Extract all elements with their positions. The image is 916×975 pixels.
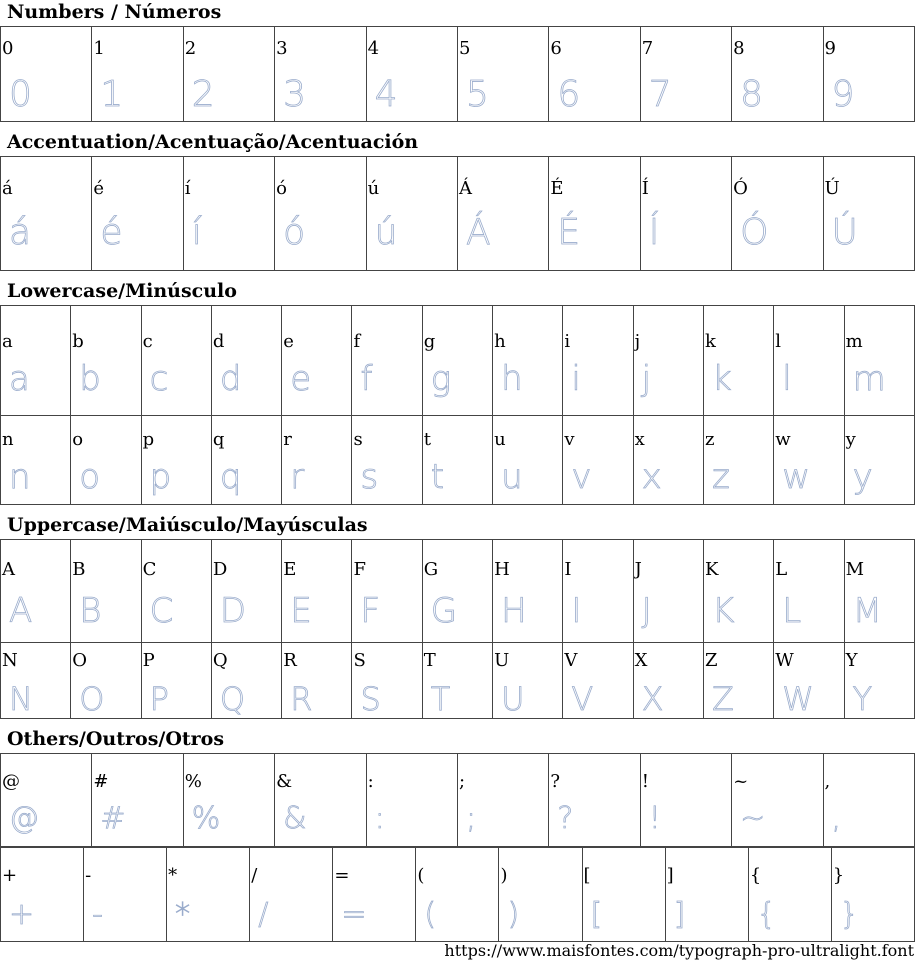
glyph-cell [457, 157, 548, 271]
glyph-sample: z [711, 457, 730, 497]
glyph-sample: T [430, 680, 451, 718]
glyph-sample: R [290, 680, 313, 718]
glyph-cell [282, 416, 352, 505]
glyph-sample: Q [219, 680, 246, 718]
glyph-cell [732, 754, 823, 847]
glyph-cell [275, 157, 366, 271]
glyph-sample: S [360, 680, 381, 718]
glyph-label: p [142, 429, 155, 450]
glyph-cell [183, 27, 274, 122]
glyph-cell [665, 848, 748, 942]
glyph-sample: } [839, 897, 859, 932]
glyph-sample: L [782, 591, 802, 631]
glyph-sample: ú [374, 212, 398, 253]
glyph-cell [823, 754, 914, 847]
glyph-sample: C [149, 591, 174, 631]
glyph-label: G [423, 559, 439, 580]
glyph-label: w [775, 429, 791, 450]
glyph-sample: H [501, 591, 527, 631]
glyph-cell [844, 540, 914, 643]
glyph-label: D [212, 559, 228, 580]
glyph-sample: * [175, 897, 191, 932]
glyph-label: Z [704, 650, 718, 671]
glyph-sample: X [641, 680, 664, 718]
glyph-sample: v [571, 457, 592, 497]
glyph-sample: ) [507, 897, 520, 932]
glyph-sample: % [191, 801, 221, 836]
glyph-label: X [634, 650, 648, 671]
glyph-label: [ [583, 865, 591, 886]
glyph-cell [493, 540, 563, 643]
glyph-cell [703, 643, 773, 719]
glyph-sample: 3 [283, 74, 307, 115]
glyph-label: g [423, 331, 436, 352]
glyph-sample: B [79, 591, 102, 631]
glyph-label: C [142, 559, 157, 580]
glyph-cell [141, 306, 211, 416]
glyph-sample: , [831, 801, 842, 836]
glyph-label: 8 [733, 38, 745, 59]
glyph-sample: s [360, 457, 379, 497]
glyph-cell [141, 540, 211, 643]
glyph-label: z [704, 429, 715, 450]
glyph-cell [211, 540, 281, 643]
glyph-sample: y [852, 457, 873, 497]
glyph-cell [211, 416, 281, 505]
glyph-cell [774, 306, 844, 416]
glyph-sample: c [149, 359, 169, 399]
others-title: Others/Outros/Otros [7, 728, 225, 750]
glyph-label: F [353, 559, 366, 580]
glyph-cell [493, 306, 563, 416]
glyph-cell [84, 848, 167, 942]
glyph-sample: ! [648, 801, 661, 836]
glyph-sample: x [641, 457, 662, 497]
glyph-label: + [2, 865, 18, 886]
glyph-cell [844, 643, 914, 719]
glyph-cell [823, 27, 914, 122]
glyph-label: # [93, 771, 109, 792]
glyph-label: U [494, 650, 510, 671]
glyph-label: 2 [184, 38, 197, 59]
glyph-cell [71, 643, 141, 719]
glyph-sample: g [430, 359, 452, 399]
glyph-sample: Z [711, 680, 734, 718]
glyph-cell [563, 416, 633, 505]
glyph-sample: ó [283, 212, 306, 253]
glyph-sample: á [9, 212, 32, 253]
glyph-sample: ] [673, 897, 686, 932]
glyph-cell [1, 416, 71, 505]
glyph-sample: k [711, 359, 732, 399]
glyph-sample: 5 [465, 74, 489, 115]
glyph-sample: ? [557, 801, 574, 836]
glyph-sample: D [219, 591, 247, 631]
glyph-sample: p [149, 457, 172, 497]
glyph-label: K [704, 559, 719, 580]
glyph-cell [774, 416, 844, 505]
glyph-sample: Y [852, 680, 873, 718]
glyph-label: O [72, 650, 88, 671]
glyph-label: % [184, 771, 202, 792]
accents-grid [0, 156, 915, 271]
glyph-sample: n [9, 457, 31, 497]
glyph-sample: + [9, 897, 35, 932]
glyph-cell [831, 848, 914, 942]
glyph-sample: q [219, 457, 242, 497]
glyph-cell [275, 754, 366, 847]
glyph-label: y [845, 429, 856, 450]
glyph-label: I [564, 559, 572, 580]
glyph-label: / [251, 865, 258, 886]
glyph-sample: @ [9, 801, 39, 836]
lowercase-title: Lowercase/Minúsculo [7, 280, 237, 302]
glyph-cell [549, 754, 640, 847]
glyph-sample: 9 [831, 74, 855, 115]
glyph-cell [640, 157, 731, 271]
glyph-sample: P [149, 680, 169, 718]
glyph-cell [366, 27, 457, 122]
glyph-cell [366, 157, 457, 271]
glyph-label: L [775, 559, 788, 580]
glyph-label: 5 [458, 38, 471, 59]
glyph-sample: j [641, 359, 652, 399]
glyph-cell [167, 848, 250, 942]
glyph-sample: u [501, 457, 523, 497]
glyph-cell [457, 27, 548, 122]
glyph-sample: w [782, 457, 811, 497]
glyph-label: x [634, 429, 645, 450]
glyph-label: M [845, 559, 864, 580]
glyph-label: 3 [276, 38, 288, 59]
glyph-sample: e [290, 359, 312, 399]
glyph-cell [333, 848, 416, 942]
glyph-label: ? [550, 771, 560, 792]
glyph-cell [141, 416, 211, 505]
glyph-cell [71, 540, 141, 643]
glyph-sample: Á [465, 212, 491, 253]
glyph-label: ó [276, 178, 288, 199]
glyph-label: : [367, 771, 374, 792]
glyph-sample: N [9, 680, 33, 718]
glyph-sample: d [219, 359, 242, 399]
glyph-sample: É [557, 212, 581, 253]
glyph-sample: 0 [9, 74, 32, 115]
glyph-cell [92, 157, 183, 271]
glyph-label: 6 [550, 38, 562, 59]
accents-title: Accentuation/Acentuação/Acentuación [7, 131, 419, 153]
glyph-label: í [184, 178, 191, 199]
glyph-cell [282, 540, 352, 643]
glyph-sample: I [571, 591, 582, 631]
glyph-cell [1, 540, 71, 643]
glyph-label: { [749, 865, 762, 886]
glyph-sample: 2 [191, 74, 215, 115]
glyph-cell [1, 157, 92, 271]
glyph-label: ! [641, 771, 649, 792]
glyph-cell [352, 643, 422, 719]
glyph-sample: / [258, 897, 269, 932]
glyph-cell [416, 848, 499, 942]
glyph-cell [633, 416, 703, 505]
glyph-label: @ [2, 771, 20, 792]
glyph-cell [640, 27, 731, 122]
glyph-label: b [72, 331, 84, 352]
glyph-label: e [283, 331, 294, 352]
glyph-sample: 6 [557, 74, 581, 115]
glyph-label: ] [666, 865, 674, 886]
glyph-sample: U [501, 680, 525, 718]
glyph-sample: 4 [374, 74, 398, 115]
glyph-cell [457, 754, 548, 847]
glyph-label: l [775, 331, 782, 352]
glyph-sample: o [79, 457, 101, 497]
glyph-label: a [2, 331, 13, 352]
source-url: https://www.maisfontes.com/typograph-pro-ultralight.font [444, 941, 914, 960]
glyph-cell [823, 157, 914, 271]
glyph-cell [844, 306, 914, 416]
glyph-cell [1, 27, 92, 122]
glyph-cell [748, 848, 831, 942]
glyph-sample: Í [648, 212, 660, 253]
glyph-sample: & [283, 801, 307, 836]
glyph-cell [499, 848, 582, 942]
glyph-sample: í [191, 212, 202, 253]
glyph-label: S [353, 650, 366, 671]
glyph-label: ( [417, 865, 425, 886]
glyph-label: W [775, 650, 794, 671]
glyph-cell [422, 540, 492, 643]
glyph-sample: 7 [648, 74, 672, 115]
glyph-label: * [168, 865, 178, 886]
glyph-label: t [423, 429, 432, 450]
glyph-label: ; [458, 771, 466, 792]
glyph-cell [703, 540, 773, 643]
glyph-label: 7 [641, 38, 654, 59]
glyph-label: V [564, 650, 578, 671]
glyph-label: f [353, 331, 361, 352]
glyph-label: } [832, 865, 845, 886]
glyph-label: Í [641, 178, 649, 199]
glyph-sample: M [852, 591, 882, 631]
glyph-label: T [423, 650, 436, 671]
glyph-cell [422, 643, 492, 719]
glyph-sample: O [79, 680, 105, 718]
glyph-label: d [212, 331, 225, 352]
glyph-sample: E [290, 591, 312, 631]
glyph-cell [183, 157, 274, 271]
glyph-cell [422, 416, 492, 505]
glyph-label: s [353, 429, 363, 450]
glyph-sample: 8 [740, 74, 764, 115]
glyph-cell [366, 754, 457, 847]
glyph-cell [563, 643, 633, 719]
glyph-cell [549, 157, 640, 271]
glyph-cell [732, 157, 823, 271]
glyph-label: - [85, 865, 92, 886]
glyph-cell [703, 416, 773, 505]
glyph-sample: Ú [831, 212, 858, 253]
glyph-cell [1, 848, 84, 942]
glyph-label: é [93, 178, 105, 199]
glyph-cell [774, 643, 844, 719]
glyph-sample: r [290, 457, 305, 497]
glyph-label: ~ [733, 771, 749, 792]
glyph-cell [1, 643, 71, 719]
glyph-label: 9 [824, 38, 836, 59]
glyph-cell [1, 306, 71, 416]
glyph-label: J [634, 559, 642, 580]
glyph-sample: : [374, 801, 385, 836]
glyph-cell [282, 306, 352, 416]
glyph-label: i [564, 331, 571, 352]
glyph-label: H [494, 559, 510, 580]
glyph-label: É [550, 178, 564, 199]
glyph-sample: é [100, 212, 123, 253]
uppercase-grid [0, 539, 915, 719]
glyph-cell [282, 643, 352, 719]
glyph-cell [493, 416, 563, 505]
glyph-sample: a [9, 359, 30, 399]
others-grid-1 [0, 753, 915, 847]
glyph-sample: ( [424, 897, 437, 932]
glyph-cell [71, 416, 141, 505]
glyph-sample: l [782, 359, 792, 399]
glyph-sample: ~ [740, 801, 766, 836]
glyph-label: 0 [2, 38, 14, 59]
glyph-label: ú [367, 178, 380, 199]
glyph-label: Á [458, 178, 472, 199]
glyph-label: Ó [733, 178, 748, 199]
glyph-cell [493, 643, 563, 719]
glyph-label: R [283, 650, 297, 671]
glyph-label: N [2, 650, 18, 671]
glyph-cell [774, 540, 844, 643]
glyph-label: & [276, 771, 293, 792]
glyph-label: c [142, 331, 153, 352]
glyph-sample: m [852, 359, 886, 399]
glyph-label: Q [212, 650, 228, 671]
glyph-cell [92, 754, 183, 847]
glyph-sample: A [9, 591, 33, 631]
glyph-cell [71, 306, 141, 416]
glyph-label: o [72, 429, 84, 450]
uppercase-title: Uppercase/Maiúsculo/Mayúsculas [7, 514, 368, 536]
glyph-sample: = [341, 897, 367, 932]
glyph-label: q [212, 429, 225, 450]
glyph-cell [352, 416, 422, 505]
glyph-label: Y [845, 650, 858, 671]
glyph-sample: - [92, 897, 103, 932]
lowercase-grid [0, 305, 915, 505]
glyph-label: ) [500, 865, 508, 886]
glyph-sample: K [711, 591, 735, 631]
glyph-sample: 1 [100, 74, 124, 115]
glyph-sample: t [430, 457, 445, 497]
glyph-label: 4 [367, 38, 380, 59]
glyph-label: = [334, 865, 350, 886]
glyph-cell [703, 306, 773, 416]
others-grid-2 [0, 847, 915, 942]
glyph-label: , [824, 771, 831, 792]
glyph-sample: J [641, 591, 652, 631]
numbers-title: Numbers / Números [7, 1, 222, 23]
glyph-sample: [ [590, 897, 603, 932]
glyph-cell [183, 754, 274, 847]
glyph-cell [1, 754, 92, 847]
glyph-cell [141, 643, 211, 719]
glyph-label: h [494, 331, 506, 352]
glyph-label: P [142, 650, 155, 671]
glyph-cell [633, 306, 703, 416]
glyph-label: á [2, 178, 13, 199]
glyph-cell [92, 27, 183, 122]
glyph-cell [211, 306, 281, 416]
glyph-label: n [2, 429, 14, 450]
glyph-label: k [704, 331, 716, 352]
glyph-sample: h [501, 359, 523, 399]
glyph-cell [582, 848, 665, 942]
glyph-cell [422, 306, 492, 416]
glyph-label: B [72, 559, 86, 580]
glyph-label: u [494, 429, 506, 450]
glyph-cell [633, 540, 703, 643]
glyph-cell [563, 540, 633, 643]
glyph-cell [250, 848, 333, 942]
glyph-sample: f [360, 359, 373, 399]
glyph-label: r [283, 429, 292, 450]
glyph-label: E [283, 559, 297, 580]
glyph-label: A [2, 559, 15, 580]
glyph-sample: W [782, 680, 814, 718]
glyph-cell [633, 643, 703, 719]
glyph-sample: b [79, 359, 101, 399]
glyph-sample: { [756, 897, 776, 932]
glyph-sample: F [360, 591, 381, 631]
glyph-sample: G [430, 591, 458, 631]
glyph-sample: i [571, 359, 581, 399]
glyph-cell [563, 306, 633, 416]
glyph-label: v [564, 429, 575, 450]
glyph-cell [549, 27, 640, 122]
glyph-label: m [845, 331, 863, 352]
numbers-grid [0, 26, 915, 122]
glyph-sample: # [100, 801, 126, 836]
glyph-sample: Ó [740, 212, 769, 253]
glyph-cell [352, 306, 422, 416]
glyph-cell [211, 643, 281, 719]
glyph-label: 1 [93, 38, 105, 59]
glyph-cell [844, 416, 914, 505]
glyph-cell [640, 754, 731, 847]
glyph-cell [352, 540, 422, 643]
glyph-label: j [634, 331, 641, 352]
glyph-label: Ú [824, 178, 840, 199]
glyph-sample: ; [465, 801, 477, 836]
glyph-sample: V [571, 680, 594, 718]
glyph-cell [732, 27, 823, 122]
glyph-cell [275, 27, 366, 122]
